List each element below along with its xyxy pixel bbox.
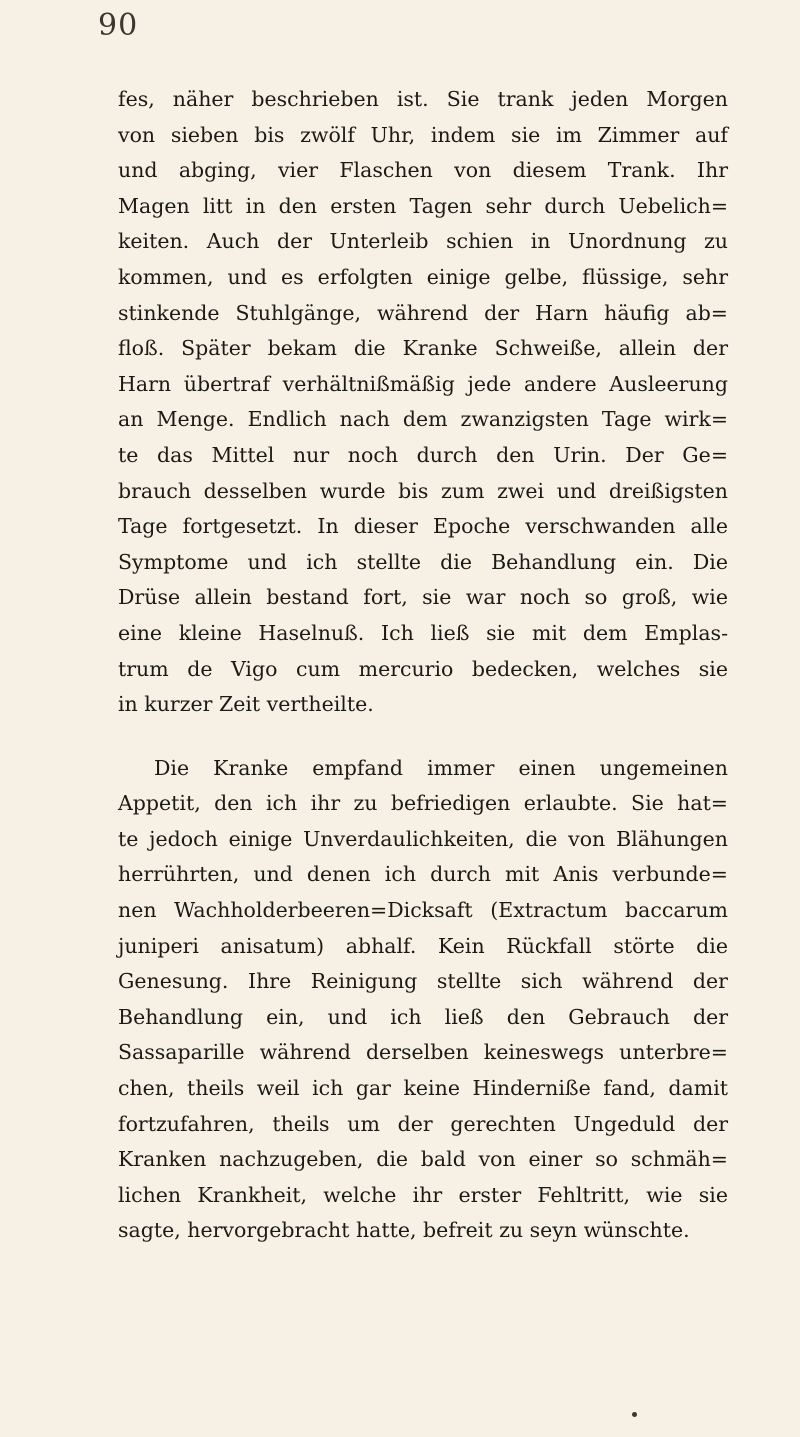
paragraph-2 (118, 751, 728, 1249)
text-line: te jedoch einige Unverdaulichkeiten, die von Blähungen (118, 826, 728, 851)
text-line: an Menge. Endlich nach dem zwanzigsten Tage wirk= (118, 407, 728, 432)
text-line: herrührten, und denen ich durch mit Anis verbunde= (118, 862, 728, 887)
text-line: chen, theils weil ich gar keine Hinderniße fand, damit (118, 1076, 728, 1101)
text-line: stinkende Stuhlgänge, während der Harn häufig ab= (118, 300, 728, 325)
text-line: fes, näher beschrieben ist. Sie trank jeden Morgen (118, 87, 728, 111)
text-line: Drüse allein bestand fort, sie war noch so groß, wie (118, 585, 728, 610)
text-line: eine kleine Haselnuß. Ich ließ sie mit dem Emplas- (118, 620, 728, 645)
text-line: trum de Vigo cum mercurio bedecken, welches sie (118, 656, 728, 681)
text-line: Die Kranke empfand immer einen ungemeinen (154, 755, 728, 780)
text-line: Behandlung ein, und ich ließ den Gebrauch der (118, 1004, 728, 1029)
text-line: Genesung. Ihre Reinigung stellte sich während der (118, 969, 728, 994)
text-line: in kurzer Zeit vertheilte. (118, 692, 374, 717)
text-line: brauch desselben wurde bis zum zwei und dreißigsten (118, 478, 728, 503)
text-line: und abging, vier Flaschen von diesem Trank. Ihr (118, 158, 728, 183)
text-line: te das Mittel nur noch durch den Urin. Der Ge= (118, 442, 728, 467)
printer-mark (632, 1412, 637, 1417)
text-line: sagte, hervorgebracht hatte, befreit zu seyn wünschte. (118, 1218, 690, 1243)
page-number: 90 (98, 8, 139, 43)
text-line: Tage fortgesetzt. In dieser Epoche verschwanden alle (118, 514, 728, 539)
text-line: Symptome und ich stellte die Behandlung ein. Die (118, 549, 728, 574)
text-line: fortzufahren, theils um der gerechten Ungeduld der (118, 1111, 728, 1136)
text-line: Magen litt in den ersten Tagen sehr durch Uebelich= (118, 193, 728, 218)
text-line: nen Wachholderbeeren=Dicksaft (Extractum baccarum (118, 898, 728, 923)
text-line: keiten. Auch der Unterleib schien in Unordnung zu (118, 229, 728, 254)
text-line: kommen, und es erfolgten einige gelbe, flüssige, sehr (118, 264, 728, 289)
text-line: juniperi anisatum) abhalf. Kein Rückfall störte die (118, 933, 728, 958)
text-line: Harn übertraf verhältnißmäßig jede andere Ausleerung (118, 371, 728, 396)
body-text (118, 82, 728, 1249)
text-line: Sassaparille während derselben keineswegs unterbre= (118, 1040, 728, 1065)
text-line: lichen Krankheit, welche ihr erster Fehltritt, wie sie (118, 1182, 728, 1207)
text-line: floß. Später bekam die Kranke Schweiße, allein der (118, 336, 728, 361)
paragraph-1 (118, 82, 728, 723)
text-line: von sieben bis zwölf Uhr, indem sie im Zimmer auf (118, 122, 728, 147)
text-line: Kranken nachzugeben, die bald von einer so schmäh= (118, 1147, 728, 1172)
text-line: Appetit, den ich ihr zu befriedigen erlaubte. Sie hat= (118, 791, 728, 816)
